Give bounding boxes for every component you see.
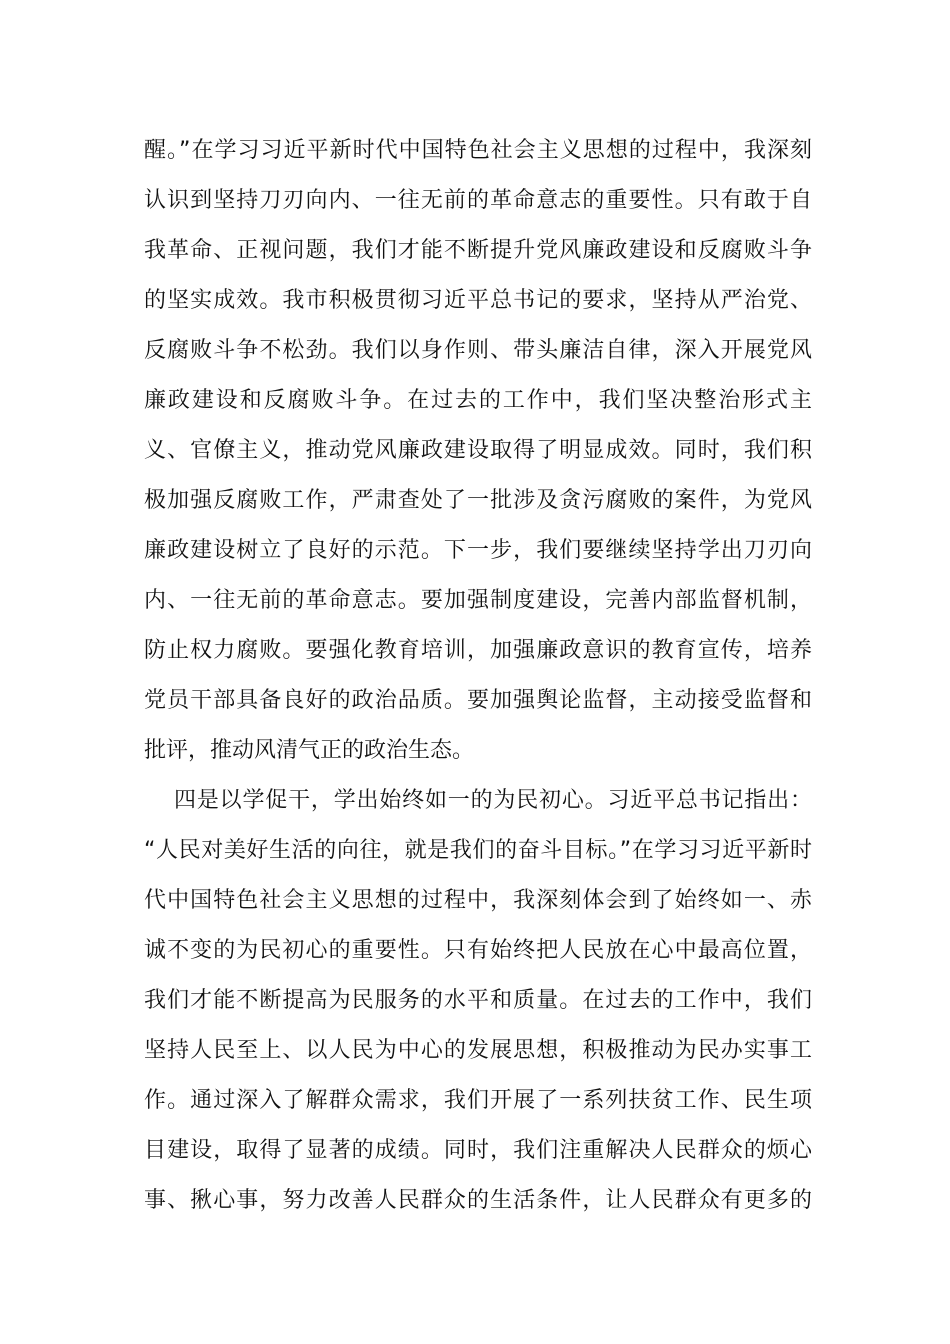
- text-line: 廉政建设和反腐败斗争。在过去的工作中，我们坚决整治形式主: [144, 388, 812, 413]
- text-line: 坚持人民至上、以人民为中心的发展思想，积极推动为民办实事工: [144, 1038, 812, 1063]
- text-line: 作。通过深入了解群众需求，我们开展了一系列扶贫工作、民生项: [144, 1088, 812, 1113]
- text-line: 内、一往无前的革命意志。要加强制度建设，完善内部监督机制，: [144, 588, 812, 613]
- text-line: 醒。”在学习习近平新时代中国特色社会主义思想的过程中，我深刻: [144, 138, 812, 163]
- text-line: 义、官僚主义，推动党风廉政建设取得了明显成效。同时，我们积: [144, 438, 812, 463]
- text-line: 认识到坚持刀刃向内、一往无前的革命意志的重要性。只有敢于自: [144, 188, 812, 213]
- paragraph-end-line: 批评，推动风清气正的政治生态。: [144, 738, 475, 763]
- text-line: 目建设，取得了显著的成绩。同时，我们注重解决人民群众的烦心: [144, 1138, 812, 1163]
- text-line: 诚不变的为民初心的重要性。只有始终把人民放在心中最高位置，: [144, 938, 812, 963]
- text-line: 我革命、正视问题，我们才能不断提升党风廉政建设和反腐败斗争: [144, 238, 812, 263]
- text-line: 极加强反腐败工作，严肃查处了一批涉及贪污腐败的案件，为党风: [144, 488, 812, 513]
- text-line: 党员干部具备良好的政治品质。要加强舆论监督，主动接受监督和: [144, 688, 812, 713]
- paragraph-start-line: 四是以学促干，学出始终如一的为民初心。习近平总书记指出：: [174, 788, 812, 813]
- text-line: “人民对美好生活的向往，就是我们的奋斗目标。”在学习习近平新时: [144, 838, 812, 863]
- text-line: 事、揪心事，努力改善人民群众的生活条件，让人民群众有更多的: [144, 1188, 812, 1213]
- text-line: 反腐败斗争不松劲。我们以身作则、带头廉洁自律，深入开展党风: [144, 338, 812, 363]
- text-line: 廉政建设树立了良好的示范。下一步，我们要继续坚持学出刀刃向: [144, 538, 812, 563]
- text-line: 防止权力腐败。要强化教育培训，加强廉政意识的教育宣传，培养: [144, 638, 812, 663]
- body-text: [144, 126, 812, 1226]
- text-line: 我们才能不断提高为民服务的水平和质量。在过去的工作中，我们: [144, 988, 812, 1013]
- text-line: 的坚实成效。我市积极贯彻习近平总书记的要求，坚持从严治党、: [144, 288, 812, 313]
- text-line: 代中国特色社会主义思想的过程中，我深刻体会到了始终如一、赤: [144, 888, 812, 913]
